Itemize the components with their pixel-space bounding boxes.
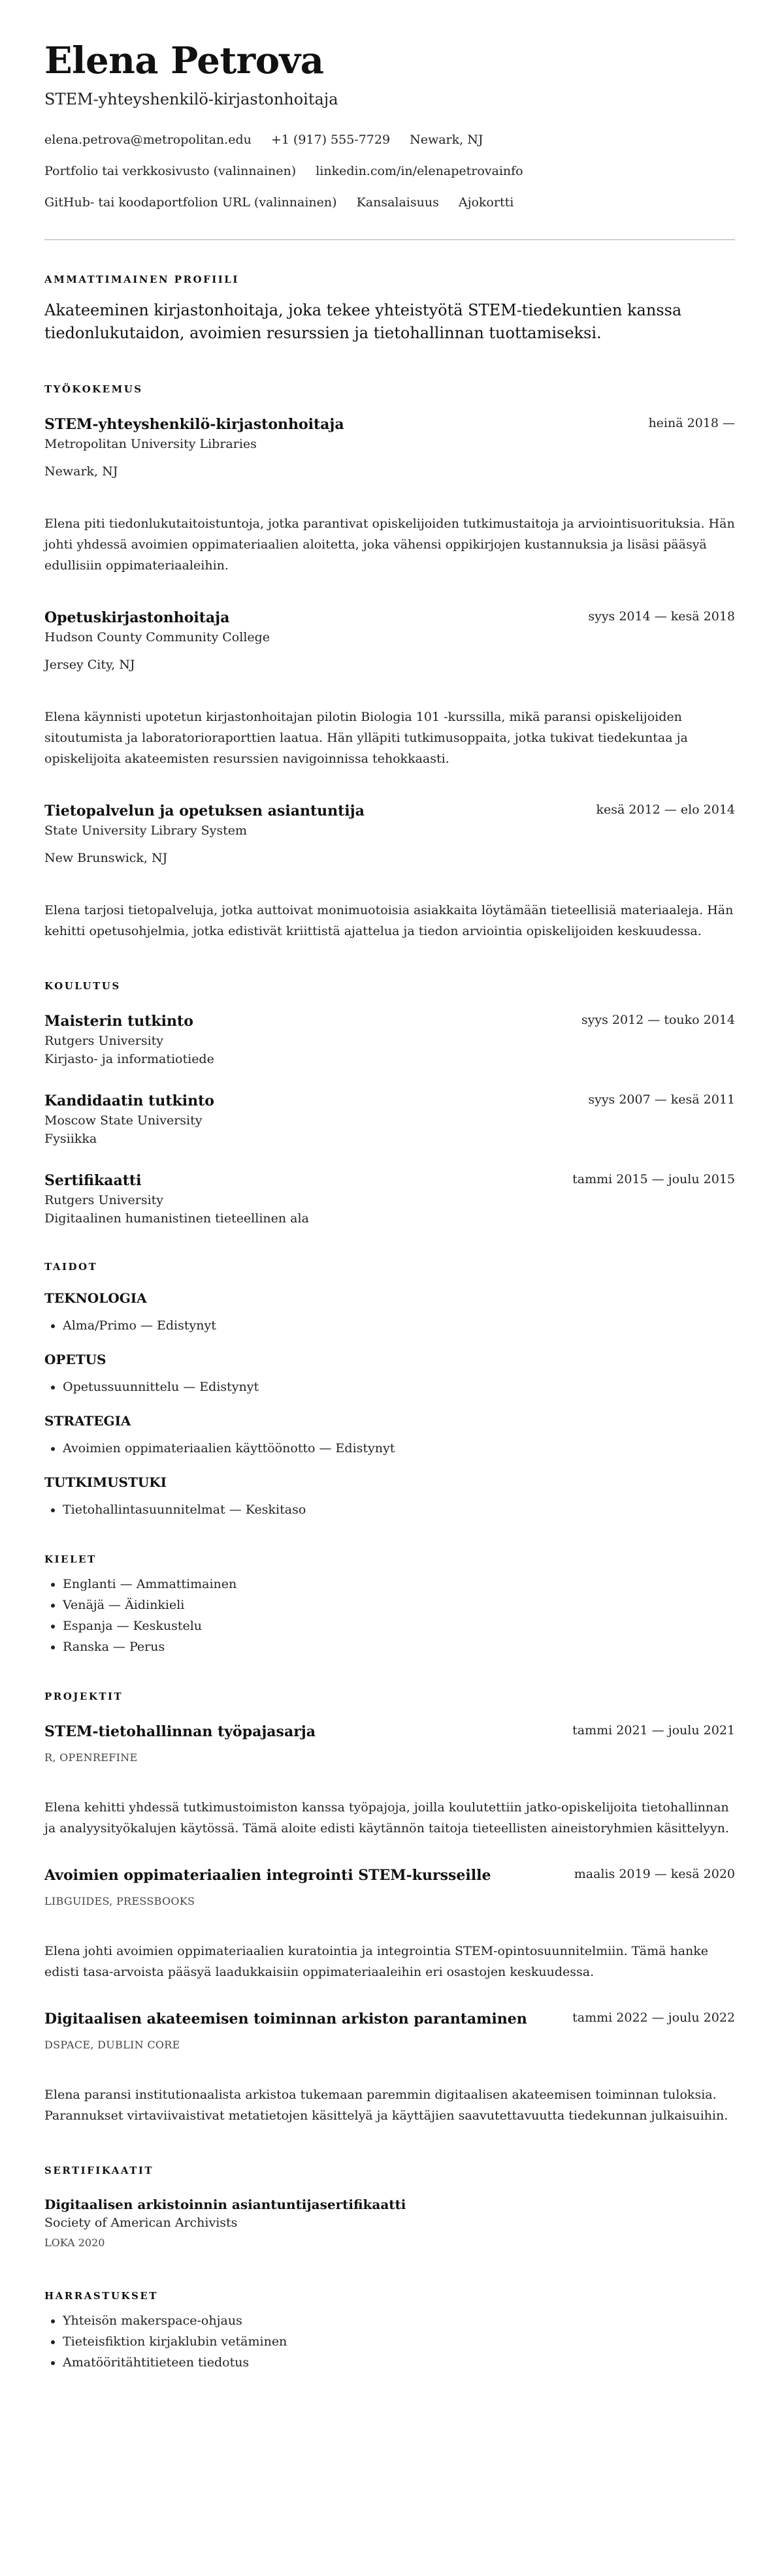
candidate-name: Elena Petrova (44, 39, 324, 82)
entry-header (44, 1170, 735, 1191)
education-section (44, 979, 735, 1228)
skill-category-title: TUTKIMUSTUKI (44, 1474, 167, 1490)
certification-entry (44, 2195, 735, 2251)
job-location: Newark, NJ (44, 464, 118, 479)
project-entry (44, 1721, 735, 1839)
languages-section (44, 1553, 735, 1657)
education-entry (44, 1170, 735, 1228)
header-divider (44, 239, 735, 240)
project-dates: tammi 2021 — joulu 2021 (572, 1723, 735, 1738)
job-entry (44, 801, 735, 942)
degree-title: Sertifikaatti (44, 1172, 142, 1189)
entry-header (44, 2009, 735, 2029)
entry-header (44, 801, 735, 821)
language-item: • Englanti — Ammattimainen (63, 1574, 735, 1595)
skill-item: • Avoimien oppimateriaalien käyttöönotto — Edistynyt (63, 1438, 735, 1459)
school-name: Moscow State University (44, 1113, 203, 1128)
contact-item: Ajokortti (458, 195, 514, 210)
project-entry (44, 2009, 735, 2126)
skill-item: • Opetussuunnittelu — Edistynyt (63, 1376, 735, 1397)
job-organization: Hudson County Community College (44, 630, 270, 644)
entry-header (44, 1721, 735, 1742)
project-title: STEM-tietohallinnan työpajasarja (44, 1723, 316, 1740)
language-item: • Espanja — Keskustelu (63, 1615, 735, 1636)
job-organization: State University Library System (44, 823, 248, 838)
project-title: Avoimien oppimateriaalien integrointi STEM-kursseille (44, 1867, 491, 1884)
entry-header (44, 414, 735, 435)
interest-item: • Tieteisfiktion kirjaklubin vetäminen (63, 2331, 735, 2352)
section-heading: KIELET (44, 1553, 97, 1565)
project-dates: tammi 2022 — joulu 2022 (572, 2011, 735, 2025)
language-item: • Venäjä — Äidinkieli (63, 1595, 735, 1615)
education-dates: syys 2012 — touko 2014 (581, 1013, 735, 1027)
project-tags: R, OPENREFINE (44, 1751, 138, 1764)
field-of-study: Fysiikka (44, 1132, 97, 1146)
certification-date: LOKA 2020 (44, 2236, 105, 2249)
languages-list (44, 1574, 735, 1657)
skill-category-title: TEKNOLOGIA (44, 1290, 147, 1306)
job-title: Opetuskirjastonhoitaja (44, 609, 230, 626)
interests-list (44, 2310, 735, 2373)
entry-header (44, 1011, 735, 1032)
section-heading: AMMATTIMAINEN PROFIILI (44, 274, 239, 285)
degree-title: Maisterin tutkinto (44, 1013, 193, 1030)
education-entry (44, 1011, 735, 1068)
section-heading: PROJEKTIT (44, 1691, 123, 1702)
profile-section (44, 273, 735, 345)
language-item: • Ranska — Perus (63, 1636, 735, 1657)
certification-issuer: Society of American Archivists (44, 2216, 238, 2230)
contact-row (44, 193, 735, 212)
certification-title: Digitaalisen arkistoinnin asiantuntijasertifikaatti (44, 2197, 406, 2212)
skill-list (44, 1315, 735, 1336)
skill-item: • Alma/Primo — Edistynyt (63, 1315, 735, 1336)
school-name: Rutgers University (44, 1034, 164, 1048)
contact-item: GitHub- tai koodaportfolion URL (valinnainen) (44, 195, 337, 210)
skills-section (44, 1260, 735, 1520)
job-entry (44, 607, 735, 769)
job-description: Elena piti tiedonlukutaitoistuntoja, jotka parantivat opiskelijoiden tutkimustaitoja ja arviointisuorituksia. Hän johti yhdessä avoimien oppimateriaalien aloitetta, joka vähensi oppikirjojen kustannuksia ja lisäsi pääsyä edullisiin oppimateriaaleihin. (44, 517, 735, 573)
project-description: Elena johti avoimien oppimateriaalien kuratointia ja integrointia STEM-opintosuunnitelmiin. Tämä hanke edisti tasa-arvoista pääsyä laadukkaisiin oppimateriaaleihin eri osastojen keskuudessa. (44, 1944, 709, 1979)
projects-section (44, 1690, 735, 2126)
section-heading: TYÖKOKEMUS (44, 383, 143, 395)
job-dates: syys 2014 — kesä 2018 (588, 609, 735, 624)
skill-item: • Tietohallintasuunnitelmat — Keskitaso (63, 1499, 735, 1520)
skill-category-title: STRATEGIA (44, 1413, 131, 1429)
contact-item: Portfolio tai verkkosivusto (valinnainen) (44, 164, 297, 178)
contact-row (44, 162, 735, 180)
entry-header (44, 1090, 735, 1111)
entry-header (44, 1865, 735, 1886)
job-description: Elena käynnisti upotetun kirjastonhoitajan pilotin Biologia 101 -kurssilla, mikä paransi opiskelijoiden sitoutumista ja laboratorioraporttien laatua. Hän ylläpiti tutkimusoppaita, jotka tukivat tiedekuntaa ja opiskelijoita akateemisten resurssien navigoinnissa tehokkaasti. (44, 710, 688, 766)
education-entry (44, 1090, 735, 1148)
profile-summary: Akateeminen kirjastonhoitaja, joka tekee yhteistyötä STEM-tiedekuntien kanssa tiedonlukutaidon, avoimien resurssien ja tietohallinnan tuottamiseksi. (44, 301, 682, 342)
section-heading: HARRASTUKSET (44, 2290, 158, 2302)
job-description: Elena tarjosi tietopalveluja, jotka auttoivat monimuotoisia asiakkaita löytämään tieteellisiä materiaaleja. Hän kehitti opetusohjelmia, jotka edistivät kriittistä ajattelua ja tiedon arviointia opiskelijoiden keskuudessa. (44, 903, 734, 938)
skill-list (44, 1438, 735, 1459)
job-location: New Brunswick, NJ (44, 851, 168, 865)
skill-category-title: OPETUS (44, 1352, 106, 1367)
interest-item: • Amatööritähtitieteen tiedotus (63, 2352, 735, 2373)
contact-info (44, 131, 735, 212)
contact-item: Newark, NJ (410, 133, 483, 147)
section-heading: TAIDOT (44, 1261, 98, 1273)
contact-item: linkedin.com/in/elenapetrovainfo (316, 164, 523, 178)
contact-item: Kansalaisuus (356, 195, 439, 210)
job-dates: kesä 2012 — elo 2014 (596, 803, 735, 817)
job-location: Jersey City, NJ (44, 658, 135, 672)
job-entry (44, 414, 735, 576)
interest-item: • Yhteisön makerspace-ohjaus (63, 2310, 735, 2331)
school-name: Rutgers University (44, 1193, 164, 1207)
job-title: Tietopalvelun ja opetuksen asiantuntija (44, 803, 365, 819)
experience-section (44, 383, 735, 942)
project-description: Elena kehitti yhdessä tutkimustoimiston kanssa työpajoja, joilla koulutettiin jatko-opiskelijoita tietohallinnan ja analyysityökalujen käytössä. Tämä aloite edisti käytännön taitoja tieteellisten aineistoryhmien käsittelyyn. (44, 1800, 729, 1836)
field-of-study: Digitaalinen humanistinen tieteellinen ala (44, 1211, 309, 1226)
entry-header (44, 607, 735, 628)
project-tags: LIBGUIDES, PRESSBOOKS (44, 1895, 195, 1907)
project-description: Elena paransi institutionaalista arkistoa tukemaan paremmin digitaalisen akateemisen toiminnan tuloksia. Parannukset virtaviivaistivat metatietojen käsittelyä ja käyttäjien saavutettavuutta tiedekunnan julkaisuihin. (44, 2088, 728, 2123)
candidate-title: STEM-yhteyshenkilö-kirjastonhoitaja (44, 90, 338, 108)
contact-item: +1 (917) 555-7729 (270, 133, 391, 147)
contact-row (44, 131, 735, 149)
project-title: Digitaalisen akateemisen toiminnan arkiston parantaminen (44, 2011, 527, 2027)
project-entry (44, 1865, 735, 1982)
contact-item: elena.petrova@metropolitan.edu (44, 133, 252, 147)
project-tags: DSPACE, DUBLIN CORE (44, 2039, 180, 2051)
interests-section (44, 2289, 735, 2373)
skill-list (44, 1376, 735, 1397)
section-heading: SERTIFIKAATIT (44, 2165, 154, 2176)
education-dates: tammi 2015 — joulu 2015 (572, 1172, 735, 1186)
section-heading: KOULUTUS (44, 980, 121, 992)
degree-title: Kandidaatin tutkinto (44, 1092, 214, 1109)
education-dates: syys 2007 — kesä 2011 (588, 1092, 735, 1107)
skill-list (44, 1499, 735, 1520)
resume-header (44, 39, 735, 212)
field-of-study: Kirjasto- ja informatiotiede (44, 1052, 214, 1066)
certifications-section (44, 2164, 735, 2251)
job-organization: Metropolitan University Libraries (44, 437, 257, 451)
job-title: STEM-yhteyshenkilö-kirjastonhoitaja (44, 416, 344, 433)
job-dates: heinä 2018 — (648, 416, 735, 430)
project-dates: maalis 2019 — kesä 2020 (574, 1867, 735, 1881)
